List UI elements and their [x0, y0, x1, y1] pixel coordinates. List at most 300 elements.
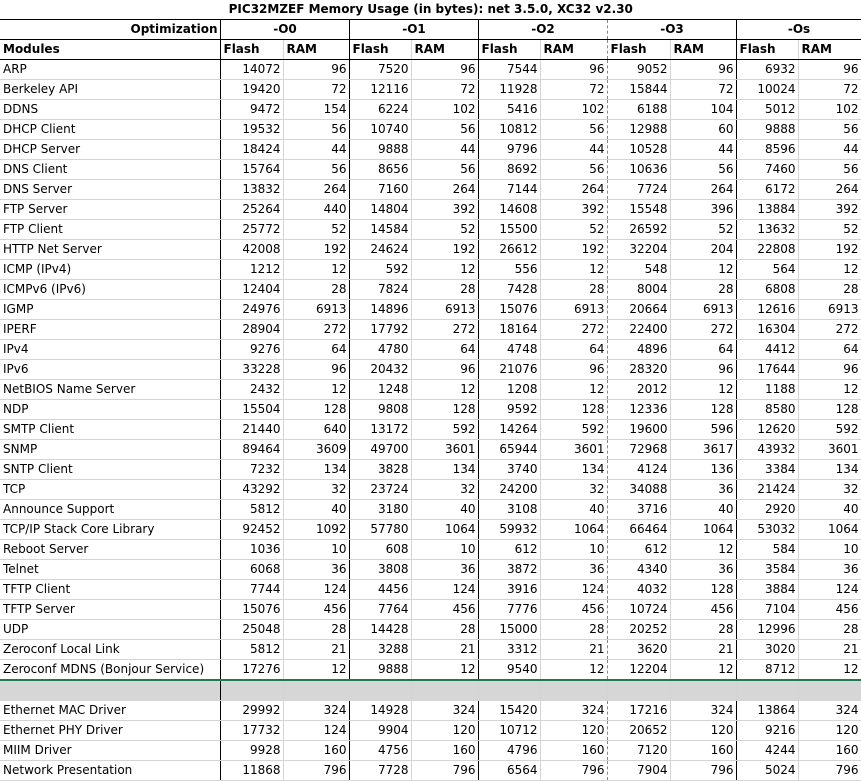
- flash-value-cell[interactable]: 72968: [607, 440, 670, 460]
- flash-value-cell[interactable]: 9888: [349, 660, 411, 681]
- ram-value-cell[interactable]: 56: [798, 120, 861, 140]
- ram-value-cell[interactable]: 456: [670, 600, 736, 620]
- ram-value-cell[interactable]: 64: [670, 340, 736, 360]
- flash-value-cell[interactable]: 49700: [349, 440, 411, 460]
- ram-value-cell[interactable]: 44: [798, 140, 861, 160]
- flash-value-cell[interactable]: 11928: [478, 80, 540, 100]
- ram-value-cell[interactable]: 44: [670, 140, 736, 160]
- flash-value-cell[interactable]: 5416: [478, 100, 540, 120]
- flash-value-cell[interactable]: 14608: [478, 200, 540, 220]
- flash-value-cell[interactable]: 2012: [607, 380, 670, 400]
- ram-value-cell[interactable]: 796: [670, 761, 736, 781]
- empty-cell[interactable]: [736, 680, 798, 701]
- ram-value-cell[interactable]: 56: [283, 120, 349, 140]
- flash-value-cell[interactable]: 34088: [607, 480, 670, 500]
- ram-value-cell[interactable]: 124: [798, 580, 861, 600]
- ram-value-cell[interactable]: 21: [283, 640, 349, 660]
- flash-value-cell[interactable]: 7776: [478, 600, 540, 620]
- ram-value-cell[interactable]: 12: [540, 380, 607, 400]
- ram-value-cell[interactable]: 6913: [283, 300, 349, 320]
- ram-value-cell[interactable]: 640: [283, 420, 349, 440]
- ram-value-cell[interactable]: 64: [411, 340, 478, 360]
- ram-value-cell[interactable]: 28: [540, 280, 607, 300]
- flash-value-cell[interactable]: 12116: [349, 80, 411, 100]
- ram-value-cell[interactable]: 136: [670, 460, 736, 480]
- module-name-cell[interactable]: Berkeley API: [0, 80, 220, 100]
- flash-header[interactable]: Flash: [349, 40, 411, 60]
- ram-value-cell[interactable]: 3609: [283, 440, 349, 460]
- module-name-cell[interactable]: IGMP: [0, 300, 220, 320]
- flash-value-cell[interactable]: 4124: [607, 460, 670, 480]
- ram-value-cell[interactable]: 272: [283, 320, 349, 340]
- ram-value-cell[interactable]: 40: [670, 500, 736, 520]
- ram-value-cell[interactable]: 64: [798, 340, 861, 360]
- flash-header[interactable]: Flash: [478, 40, 540, 60]
- module-name-cell[interactable]: Announce Support: [0, 500, 220, 520]
- ram-value-cell[interactable]: 1064: [670, 520, 736, 540]
- ram-value-cell[interactable]: 10: [283, 540, 349, 560]
- flash-value-cell[interactable]: 6188: [607, 100, 670, 120]
- flash-value-cell[interactable]: 7144: [478, 180, 540, 200]
- flash-value-cell[interactable]: 3828: [349, 460, 411, 480]
- flash-value-cell[interactable]: 3884: [736, 580, 798, 600]
- flash-value-cell[interactable]: 42008: [220, 240, 283, 260]
- ram-value-cell[interactable]: 28: [283, 280, 349, 300]
- flash-value-cell[interactable]: 13172: [349, 420, 411, 440]
- ram-value-cell[interactable]: 192: [283, 240, 349, 260]
- module-name-cell[interactable]: SMTP Client: [0, 420, 220, 440]
- ram-value-cell[interactable]: 160: [283, 741, 349, 761]
- flash-value-cell[interactable]: 7120: [607, 741, 670, 761]
- ram-value-cell[interactable]: 796: [283, 761, 349, 781]
- flash-value-cell[interactable]: 12616: [736, 300, 798, 320]
- module-name-cell[interactable]: TCP/IP Stack Core Library: [0, 520, 220, 540]
- flash-value-cell[interactable]: 4244: [736, 741, 798, 761]
- flash-value-cell[interactable]: 4456: [349, 580, 411, 600]
- module-name-cell[interactable]: DHCP Client: [0, 120, 220, 140]
- ram-value-cell[interactable]: 36: [283, 560, 349, 580]
- ram-value-cell[interactable]: 272: [411, 320, 478, 340]
- ram-value-cell[interactable]: 324: [283, 701, 349, 721]
- ram-value-cell[interactable]: 12: [283, 660, 349, 681]
- ram-value-cell[interactable]: 52: [283, 220, 349, 240]
- ram-value-cell[interactable]: 192: [540, 240, 607, 260]
- ram-value-cell[interactable]: 592: [798, 420, 861, 440]
- flash-value-cell[interactable]: 3288: [349, 640, 411, 660]
- flash-value-cell[interactable]: 9472: [220, 100, 283, 120]
- flash-value-cell[interactable]: 8712: [736, 660, 798, 681]
- flash-value-cell[interactable]: 4340: [607, 560, 670, 580]
- ram-value-cell[interactable]: 120: [670, 721, 736, 741]
- module-name-cell[interactable]: ICMPv6 (IPv6): [0, 280, 220, 300]
- ram-value-cell[interactable]: 28: [411, 280, 478, 300]
- flash-value-cell[interactable]: 8596: [736, 140, 798, 160]
- module-name-cell[interactable]: DHCP Server: [0, 140, 220, 160]
- flash-value-cell[interactable]: 9928: [220, 741, 283, 761]
- flash-value-cell[interactable]: 10024: [736, 80, 798, 100]
- flash-value-cell[interactable]: 18164: [478, 320, 540, 340]
- ram-value-cell[interactable]: 6913: [670, 300, 736, 320]
- module-name-cell[interactable]: SNTP Client: [0, 460, 220, 480]
- ram-value-cell[interactable]: 124: [283, 721, 349, 741]
- flash-value-cell[interactable]: 1036: [220, 540, 283, 560]
- flash-value-cell[interactable]: 592: [349, 260, 411, 280]
- flash-value-cell[interactable]: 14428: [349, 620, 411, 640]
- ram-value-cell[interactable]: 28: [283, 620, 349, 640]
- flash-value-cell[interactable]: 10740: [349, 120, 411, 140]
- ram-value-cell[interactable]: 32: [798, 480, 861, 500]
- ram-value-cell[interactable]: 160: [670, 741, 736, 761]
- ram-value-cell[interactable]: 192: [798, 240, 861, 260]
- flash-value-cell[interactable]: 53032: [736, 520, 798, 540]
- flash-value-cell[interactable]: 65944: [478, 440, 540, 460]
- flash-value-cell[interactable]: 2920: [736, 500, 798, 520]
- ram-value-cell[interactable]: 324: [411, 701, 478, 721]
- flash-value-cell[interactable]: 6932: [736, 60, 798, 80]
- ram-value-cell[interactable]: 28: [411, 620, 478, 640]
- flash-value-cell[interactable]: 17644: [736, 360, 798, 380]
- ram-value-cell[interactable]: 102: [540, 100, 607, 120]
- empty-cell[interactable]: [0, 680, 220, 701]
- flash-value-cell[interactable]: 12988: [607, 120, 670, 140]
- flash-value-cell[interactable]: 13632: [736, 220, 798, 240]
- flash-value-cell[interactable]: 6172: [736, 180, 798, 200]
- flash-value-cell[interactable]: 33228: [220, 360, 283, 380]
- ram-value-cell[interactable]: 12: [670, 260, 736, 280]
- ram-value-cell[interactable]: 128: [670, 400, 736, 420]
- flash-value-cell[interactable]: 15500: [478, 220, 540, 240]
- ram-value-cell[interactable]: 3601: [798, 440, 861, 460]
- ram-value-cell[interactable]: 12: [540, 660, 607, 681]
- flash-value-cell[interactable]: 24976: [220, 300, 283, 320]
- flash-value-cell[interactable]: 4780: [349, 340, 411, 360]
- ram-value-cell[interactable]: 160: [798, 741, 861, 761]
- flash-value-cell[interactable]: 26612: [478, 240, 540, 260]
- ram-value-cell[interactable]: 36: [411, 560, 478, 580]
- flash-value-cell[interactable]: 20664: [607, 300, 670, 320]
- modules-header[interactable]: Modules: [0, 40, 220, 60]
- flash-value-cell[interactable]: 564: [736, 260, 798, 280]
- ram-value-cell[interactable]: 264: [798, 180, 861, 200]
- flash-value-cell[interactable]: 9276: [220, 340, 283, 360]
- ram-value-cell[interactable]: 72: [540, 80, 607, 100]
- flash-value-cell[interactable]: 22400: [607, 320, 670, 340]
- ram-value-cell[interactable]: 28: [670, 620, 736, 640]
- ram-value-cell[interactable]: 192: [411, 240, 478, 260]
- module-name-cell[interactable]: DDNS: [0, 100, 220, 120]
- ram-value-cell[interactable]: 264: [411, 180, 478, 200]
- ram-value-cell[interactable]: 32: [411, 480, 478, 500]
- flash-value-cell[interactable]: 20652: [607, 721, 670, 741]
- ram-value-cell[interactable]: 12: [670, 540, 736, 560]
- flash-value-cell[interactable]: 9888: [736, 120, 798, 140]
- ram-value-cell[interactable]: 32: [283, 480, 349, 500]
- module-name-cell[interactable]: TFTP Client: [0, 580, 220, 600]
- flash-value-cell[interactable]: 2432: [220, 380, 283, 400]
- ram-value-cell[interactable]: 324: [798, 701, 861, 721]
- flash-value-cell[interactable]: 7232: [220, 460, 283, 480]
- flash-value-cell[interactable]: 21424: [736, 480, 798, 500]
- empty-cell[interactable]: [540, 680, 607, 701]
- ram-value-cell[interactable]: 96: [411, 60, 478, 80]
- flash-value-cell[interactable]: 24200: [478, 480, 540, 500]
- ram-value-cell[interactable]: 264: [670, 180, 736, 200]
- ram-value-cell[interactable]: 56: [670, 160, 736, 180]
- ram-header[interactable]: RAM: [798, 40, 861, 60]
- flash-value-cell[interactable]: 6068: [220, 560, 283, 580]
- optimization-label[interactable]: Optimization: [0, 20, 220, 40]
- ram-value-cell[interactable]: 592: [411, 420, 478, 440]
- module-name-cell[interactable]: SNMP: [0, 440, 220, 460]
- flash-value-cell[interactable]: 1188: [736, 380, 798, 400]
- flash-value-cell[interactable]: 26592: [607, 220, 670, 240]
- flash-value-cell[interactable]: 59932: [478, 520, 540, 540]
- module-name-cell[interactable]: Ethernet PHY Driver: [0, 721, 220, 741]
- flash-value-cell[interactable]: 3916: [478, 580, 540, 600]
- ram-value-cell[interactable]: 28: [670, 280, 736, 300]
- ram-header[interactable]: RAM: [411, 40, 478, 60]
- ram-value-cell[interactable]: 128: [798, 400, 861, 420]
- flash-value-cell[interactable]: 7744: [220, 580, 283, 600]
- module-name-cell[interactable]: IPERF: [0, 320, 220, 340]
- empty-cell[interactable]: [478, 680, 540, 701]
- ram-value-cell[interactable]: 12: [670, 660, 736, 681]
- flash-value-cell[interactable]: 17792: [349, 320, 411, 340]
- ram-value-cell[interactable]: 128: [670, 580, 736, 600]
- ram-value-cell[interactable]: 102: [411, 100, 478, 120]
- flash-value-cell[interactable]: 584: [736, 540, 798, 560]
- ram-value-cell[interactable]: 456: [411, 600, 478, 620]
- flash-value-cell[interactable]: 4032: [607, 580, 670, 600]
- ram-value-cell[interactable]: 96: [411, 360, 478, 380]
- ram-value-cell[interactable]: 96: [670, 360, 736, 380]
- ram-value-cell[interactable]: 272: [540, 320, 607, 340]
- flash-value-cell[interactable]: 1212: [220, 260, 283, 280]
- ram-value-cell[interactable]: 128: [411, 400, 478, 420]
- ram-value-cell[interactable]: 1092: [283, 520, 349, 540]
- module-name-cell[interactable]: NDP: [0, 400, 220, 420]
- flash-value-cell[interactable]: 15548: [607, 200, 670, 220]
- flash-value-cell[interactable]: 4896: [607, 340, 670, 360]
- module-name-cell[interactable]: IPv6: [0, 360, 220, 380]
- ram-value-cell[interactable]: 56: [411, 160, 478, 180]
- ram-header[interactable]: RAM: [670, 40, 736, 60]
- flash-value-cell[interactable]: 12996: [736, 620, 798, 640]
- empty-cell[interactable]: [607, 680, 670, 701]
- flash-value-cell[interactable]: 8656: [349, 160, 411, 180]
- flash-value-cell[interactable]: 9904: [349, 721, 411, 741]
- ram-value-cell[interactable]: 6913: [411, 300, 478, 320]
- ram-value-cell[interactable]: 72: [283, 80, 349, 100]
- flash-value-cell[interactable]: 32204: [607, 240, 670, 260]
- module-name-cell[interactable]: NetBIOS Name Server: [0, 380, 220, 400]
- flash-value-cell[interactable]: 12404: [220, 280, 283, 300]
- ram-value-cell[interactable]: 32: [540, 480, 607, 500]
- ram-value-cell[interactable]: 52: [540, 220, 607, 240]
- flash-value-cell[interactable]: 9808: [349, 400, 411, 420]
- ram-value-cell[interactable]: 134: [411, 460, 478, 480]
- ram-value-cell[interactable]: 21: [670, 640, 736, 660]
- ram-value-cell[interactable]: 56: [540, 160, 607, 180]
- module-name-cell[interactable]: TFTP Server: [0, 600, 220, 620]
- flash-value-cell[interactable]: 3384: [736, 460, 798, 480]
- flash-value-cell[interactable]: 7460: [736, 160, 798, 180]
- flash-value-cell[interactable]: 20432: [349, 360, 411, 380]
- flash-value-cell[interactable]: 13884: [736, 200, 798, 220]
- flash-value-cell[interactable]: 7824: [349, 280, 411, 300]
- ram-value-cell[interactable]: 134: [283, 460, 349, 480]
- ram-value-cell[interactable]: 36: [798, 560, 861, 580]
- ram-value-cell[interactable]: 124: [411, 580, 478, 600]
- flash-value-cell[interactable]: 3740: [478, 460, 540, 480]
- ram-value-cell[interactable]: 56: [411, 120, 478, 140]
- ram-value-cell[interactable]: 1064: [411, 520, 478, 540]
- module-name-cell[interactable]: Network Presentation: [0, 761, 220, 781]
- flash-value-cell[interactable]: 7428: [478, 280, 540, 300]
- module-name-cell[interactable]: FTP Server: [0, 200, 220, 220]
- flash-value-cell[interactable]: 15504: [220, 400, 283, 420]
- flash-value-cell[interactable]: 10812: [478, 120, 540, 140]
- flash-value-cell[interactable]: 43292: [220, 480, 283, 500]
- flash-value-cell[interactable]: 25772: [220, 220, 283, 240]
- ram-value-cell[interactable]: 12: [798, 660, 861, 681]
- flash-value-cell[interactable]: 6224: [349, 100, 411, 120]
- ram-value-cell[interactable]: 12: [798, 380, 861, 400]
- flash-value-cell[interactable]: 92452: [220, 520, 283, 540]
- module-name-cell[interactable]: ARP: [0, 60, 220, 80]
- flash-value-cell[interactable]: 9592: [478, 400, 540, 420]
- ram-value-cell[interactable]: 160: [540, 741, 607, 761]
- ram-value-cell[interactable]: 52: [670, 220, 736, 240]
- ram-header[interactable]: RAM: [283, 40, 349, 60]
- flash-value-cell[interactable]: 7764: [349, 600, 411, 620]
- module-name-cell[interactable]: MIIM Driver: [0, 741, 220, 761]
- module-name-cell[interactable]: Zeroconf MDNS (Bonjour Service): [0, 660, 220, 681]
- ram-value-cell[interactable]: 6913: [798, 300, 861, 320]
- flash-value-cell[interactable]: 12336: [607, 400, 670, 420]
- flash-value-cell[interactable]: 4412: [736, 340, 798, 360]
- ram-value-cell[interactable]: 12: [670, 380, 736, 400]
- ram-value-cell[interactable]: 272: [670, 320, 736, 340]
- ram-value-cell[interactable]: 96: [670, 60, 736, 80]
- ram-value-cell[interactable]: 44: [411, 140, 478, 160]
- flash-value-cell[interactable]: 612: [478, 540, 540, 560]
- flash-value-cell[interactable]: 20252: [607, 620, 670, 640]
- flash-value-cell[interactable]: 4756: [349, 741, 411, 761]
- ram-value-cell[interactable]: 120: [540, 721, 607, 741]
- flash-value-cell[interactable]: 15000: [478, 620, 540, 640]
- ram-value-cell[interactable]: 204: [670, 240, 736, 260]
- flash-header[interactable]: Flash: [220, 40, 283, 60]
- level-o0[interactable]: -O0: [220, 20, 349, 40]
- ram-value-cell[interactable]: 392: [798, 200, 861, 220]
- ram-value-cell[interactable]: 12: [411, 660, 478, 681]
- level-o1[interactable]: -O1: [349, 20, 478, 40]
- flash-value-cell[interactable]: 3620: [607, 640, 670, 660]
- module-name-cell[interactable]: HTTP Net Server: [0, 240, 220, 260]
- flash-value-cell[interactable]: 14264: [478, 420, 540, 440]
- ram-value-cell[interactable]: 64: [283, 340, 349, 360]
- ram-value-cell[interactable]: 392: [411, 200, 478, 220]
- flash-value-cell[interactable]: 19532: [220, 120, 283, 140]
- ram-value-cell[interactable]: 104: [670, 100, 736, 120]
- ram-value-cell[interactable]: 440: [283, 200, 349, 220]
- ram-value-cell[interactable]: 96: [540, 60, 607, 80]
- ram-value-cell[interactable]: 324: [540, 701, 607, 721]
- ram-value-cell[interactable]: 36: [670, 560, 736, 580]
- flash-value-cell[interactable]: 1248: [349, 380, 411, 400]
- ram-value-cell[interactable]: 102: [798, 100, 861, 120]
- ram-value-cell[interactable]: 324: [670, 701, 736, 721]
- level-os[interactable]: -Os: [736, 20, 861, 40]
- ram-value-cell[interactable]: 10: [540, 540, 607, 560]
- ram-value-cell[interactable]: 21: [540, 640, 607, 660]
- ram-value-cell[interactable]: 96: [540, 360, 607, 380]
- ram-value-cell[interactable]: 796: [798, 761, 861, 781]
- module-name-cell[interactable]: FTP Client: [0, 220, 220, 240]
- flash-value-cell[interactable]: 18424: [220, 140, 283, 160]
- ram-value-cell[interactable]: 56: [798, 160, 861, 180]
- flash-value-cell[interactable]: 14584: [349, 220, 411, 240]
- flash-value-cell[interactable]: 19420: [220, 80, 283, 100]
- flash-value-cell[interactable]: 12620: [736, 420, 798, 440]
- flash-value-cell[interactable]: 10712: [478, 721, 540, 741]
- ram-value-cell[interactable]: 56: [540, 120, 607, 140]
- module-name-cell[interactable]: DNS Client: [0, 160, 220, 180]
- level-o3[interactable]: -O3: [607, 20, 736, 40]
- sheet-title[interactable]: PIC32MZEF Memory Usage (in bytes): net 3.5.0, XC32 v2.30: [0, 0, 861, 20]
- ram-value-cell[interactable]: 396: [670, 200, 736, 220]
- flash-value-cell[interactable]: 8580: [736, 400, 798, 420]
- ram-value-cell[interactable]: 160: [411, 741, 478, 761]
- flash-value-cell[interactable]: 13864: [736, 701, 798, 721]
- flash-value-cell[interactable]: 3312: [478, 640, 540, 660]
- flash-value-cell[interactable]: 21440: [220, 420, 283, 440]
- ram-value-cell[interactable]: 134: [798, 460, 861, 480]
- empty-cell[interactable]: [283, 680, 349, 701]
- ram-value-cell[interactable]: 52: [798, 220, 861, 240]
- flash-value-cell[interactable]: 9216: [736, 721, 798, 741]
- flash-header[interactable]: Flash: [607, 40, 670, 60]
- ram-value-cell[interactable]: 272: [798, 320, 861, 340]
- empty-cell[interactable]: [411, 680, 478, 701]
- flash-value-cell[interactable]: 12204: [607, 660, 670, 681]
- ram-value-cell[interactable]: 796: [540, 761, 607, 781]
- ram-value-cell[interactable]: 96: [798, 60, 861, 80]
- flash-value-cell[interactable]: 16304: [736, 320, 798, 340]
- ram-value-cell[interactable]: 72: [670, 80, 736, 100]
- flash-value-cell[interactable]: 15844: [607, 80, 670, 100]
- ram-value-cell[interactable]: 12: [283, 380, 349, 400]
- module-name-cell[interactable]: UDP: [0, 620, 220, 640]
- flash-value-cell[interactable]: 43932: [736, 440, 798, 460]
- ram-value-cell[interactable]: 56: [283, 160, 349, 180]
- ram-value-cell[interactable]: 456: [283, 600, 349, 620]
- flash-value-cell[interactable]: 15420: [478, 701, 540, 721]
- flash-value-cell[interactable]: 7904: [607, 761, 670, 781]
- ram-value-cell[interactable]: 28: [798, 280, 861, 300]
- flash-value-cell[interactable]: 7520: [349, 60, 411, 80]
- module-name-cell[interactable]: Zeroconf Local Link: [0, 640, 220, 660]
- ram-value-cell[interactable]: 44: [540, 140, 607, 160]
- ram-value-cell[interactable]: 36: [670, 480, 736, 500]
- ram-value-cell[interactable]: 12: [411, 260, 478, 280]
- ram-value-cell[interactable]: 12: [798, 260, 861, 280]
- module-name-cell[interactable]: DNS Server: [0, 180, 220, 200]
- ram-value-cell[interactable]: 28: [540, 620, 607, 640]
- flash-value-cell[interactable]: 8004: [607, 280, 670, 300]
- module-name-cell[interactable]: TCP: [0, 480, 220, 500]
